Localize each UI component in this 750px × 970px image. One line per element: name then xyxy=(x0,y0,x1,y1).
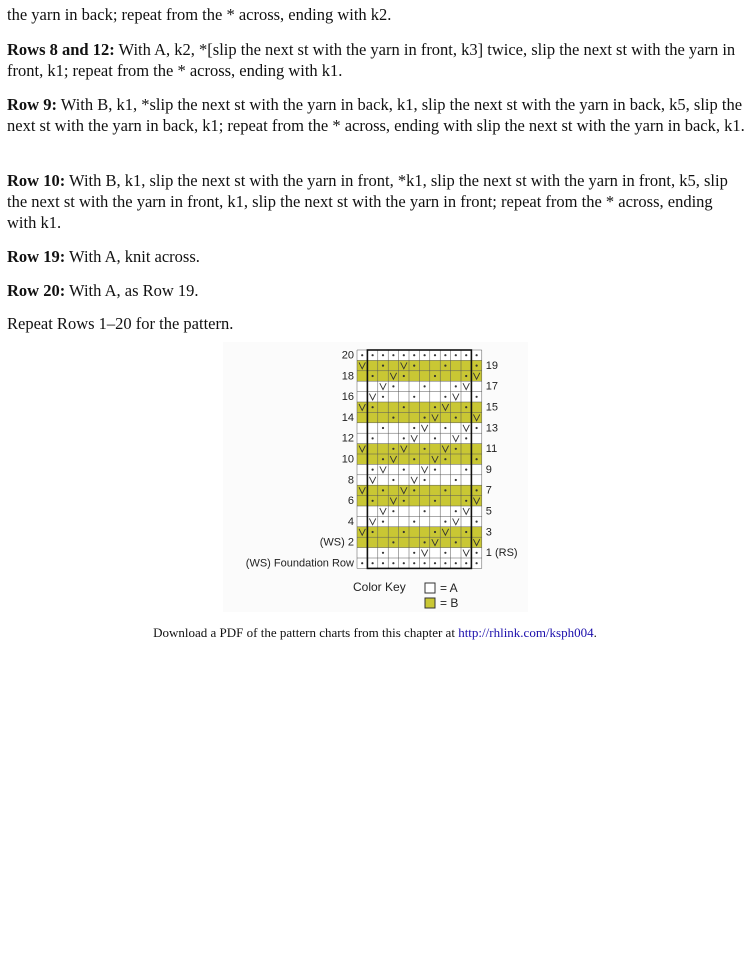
chart-cell xyxy=(461,475,471,485)
chart-cell xyxy=(471,433,481,443)
chart-cell xyxy=(388,423,398,433)
purl-dot xyxy=(455,479,457,481)
purl-dot xyxy=(444,354,446,356)
purl-dot xyxy=(434,406,436,408)
chart-cell xyxy=(440,464,450,474)
chart-cell xyxy=(378,444,388,454)
purl-dot xyxy=(403,562,405,564)
chart-cell xyxy=(357,371,367,381)
chart-cell xyxy=(378,402,388,412)
chart-cell xyxy=(388,516,398,526)
chart-cell xyxy=(430,444,440,454)
chart-cell xyxy=(357,475,367,485)
chart-cell xyxy=(367,360,377,370)
purl-dot xyxy=(372,500,374,502)
purl-dot xyxy=(455,385,457,387)
chart-cell xyxy=(409,412,419,422)
download-link[interactable]: http://rhlink.com/ksph004 xyxy=(458,625,594,640)
purl-dot xyxy=(392,510,394,512)
chart-cell xyxy=(409,527,419,537)
chart-cell xyxy=(357,381,367,391)
purl-dot xyxy=(372,375,374,377)
chart-cell xyxy=(419,485,429,495)
chart-cell xyxy=(367,548,377,558)
purl-dot xyxy=(424,448,426,450)
chart-cell xyxy=(357,464,367,474)
purl-dot xyxy=(476,489,478,491)
chart-cell xyxy=(388,464,398,474)
chart-cell xyxy=(357,423,367,433)
chart-cell xyxy=(367,454,377,464)
purl-dot xyxy=(372,562,374,564)
purl-dot xyxy=(434,375,436,377)
chart-cell xyxy=(367,412,377,422)
row-label-left: 10 xyxy=(341,453,354,466)
purl-dot xyxy=(392,448,394,450)
color-key xyxy=(353,580,458,610)
purl-dot xyxy=(403,531,405,533)
chart-cell xyxy=(378,475,388,485)
purl-dot xyxy=(476,427,478,429)
purl-dot xyxy=(444,552,446,554)
chart-cell xyxy=(357,537,367,547)
purl-dot xyxy=(465,562,467,564)
row-label-right: 3 xyxy=(485,526,492,539)
paragraph-text: Repeat Rows 1–20 for the pattern. xyxy=(7,314,234,333)
chart-cell xyxy=(471,464,481,474)
chart-cell xyxy=(440,371,450,381)
chart-cell xyxy=(430,506,440,516)
row-label-right: 5 xyxy=(485,505,492,518)
purl-dot xyxy=(444,365,446,367)
color-key-label-a: = A xyxy=(440,581,458,595)
purl-dot xyxy=(413,552,415,554)
chart-cell xyxy=(388,433,398,443)
purl-dot xyxy=(455,417,457,419)
chart-cell xyxy=(419,454,429,464)
row-label-left: 14 xyxy=(341,411,354,424)
chart-cell xyxy=(409,402,419,412)
purl-dot xyxy=(465,354,467,356)
chart-cell xyxy=(367,506,377,516)
paragraph-lead: Row 20: xyxy=(7,281,66,300)
chart-cell xyxy=(357,392,367,402)
purl-dot xyxy=(382,365,384,367)
chart-cell xyxy=(451,402,461,412)
chart-cell xyxy=(461,516,471,526)
purl-dot xyxy=(372,406,374,408)
paragraph-lead: Row 10: xyxy=(7,171,66,190)
row-label-right: 1 (RS) xyxy=(485,547,518,560)
purl-dot xyxy=(465,437,467,439)
chart-cell xyxy=(419,433,429,443)
chart-cell xyxy=(440,381,450,391)
paragraph-lead: Rows 8 and 12: xyxy=(7,40,115,59)
chart-cell xyxy=(451,464,461,474)
purl-dot xyxy=(424,541,426,543)
purl-dot xyxy=(392,479,394,481)
purl-dot xyxy=(403,437,405,439)
row-label-left: 18 xyxy=(341,370,354,383)
row-label-left: 16 xyxy=(341,391,354,404)
paragraph-lead: Row 19: xyxy=(7,247,66,266)
chart-cell xyxy=(430,381,440,391)
purl-dot xyxy=(444,427,446,429)
purl-dot xyxy=(424,479,426,481)
paragraph-rows-8-12 xyxy=(7,39,745,81)
purl-dot xyxy=(455,541,457,543)
chart-cell xyxy=(419,516,429,526)
purl-dot xyxy=(382,354,384,356)
chart-cell xyxy=(419,360,429,370)
chart-cell xyxy=(367,444,377,454)
chart-cell xyxy=(388,360,398,370)
chart-cell xyxy=(399,423,409,433)
chart-cell xyxy=(388,402,398,412)
paragraph-text: With A, as Row 19. xyxy=(65,281,199,300)
row-label-left: 8 xyxy=(347,474,354,487)
chart-cell xyxy=(461,485,471,495)
chart-cell xyxy=(388,527,398,537)
purl-dot xyxy=(465,531,467,533)
purl-dot xyxy=(444,458,446,460)
chart-cell xyxy=(451,423,461,433)
chart-cell xyxy=(419,392,429,402)
knitting-chart-figure xyxy=(223,342,528,612)
purl-dot xyxy=(392,541,394,543)
chart-cell xyxy=(430,423,440,433)
purl-dot xyxy=(434,531,436,533)
chart-cell xyxy=(461,454,471,464)
purl-dot xyxy=(434,469,436,471)
chart-cell xyxy=(471,444,481,454)
purl-dot xyxy=(424,417,426,419)
paragraph-text: the yarn in back; repeat from the * across, ending with k2. xyxy=(7,5,392,24)
purl-dot xyxy=(413,396,415,398)
caption-text: Download a PDF of the pattern charts from this chapter at xyxy=(153,625,459,640)
purl-dot xyxy=(455,448,457,450)
purl-dot xyxy=(465,406,467,408)
chart-cell xyxy=(451,527,461,537)
chart-cell xyxy=(357,496,367,506)
download-caption xyxy=(0,625,750,641)
color-key-label-b: = B xyxy=(440,596,459,610)
purl-dot xyxy=(403,469,405,471)
row-label-right: 17 xyxy=(485,380,499,393)
chart-cell xyxy=(440,433,450,443)
purl-dot xyxy=(424,510,426,512)
chart-cell xyxy=(399,412,409,422)
chart-cell xyxy=(430,548,440,558)
chart-cell xyxy=(430,475,440,485)
chart-cell xyxy=(430,516,440,526)
purl-dot xyxy=(434,562,436,564)
purl-dot xyxy=(382,552,384,554)
purl-dot xyxy=(392,562,394,564)
purl-dot xyxy=(444,489,446,491)
chart-cell xyxy=(388,392,398,402)
chart-cell xyxy=(471,506,481,516)
color-key-swatch-a xyxy=(425,583,435,593)
chart-cell xyxy=(419,527,429,537)
paragraph-text: With A, k2, *[slip the next st with the yarn in front, k3] twice, slip the next st with the yarn in front, k1; repeat from the * across, ending with k1. xyxy=(7,40,736,80)
purl-dot xyxy=(372,531,374,533)
purl-dot xyxy=(361,562,363,564)
purl-dot xyxy=(424,562,426,564)
purl-dot xyxy=(382,489,384,491)
row-label-left: (WS) Foundation Row xyxy=(245,557,354,570)
row-label-left: (WS) 2 xyxy=(319,536,354,549)
paragraph-continuation xyxy=(7,4,745,25)
purl-dot xyxy=(476,552,478,554)
purl-dot xyxy=(413,562,415,564)
chart-cell xyxy=(451,485,461,495)
chart-cell xyxy=(399,548,409,558)
row-label-right: 7 xyxy=(485,484,492,497)
purl-dot xyxy=(434,500,436,502)
purl-dot xyxy=(413,489,415,491)
chart-cell xyxy=(440,506,450,516)
chart-cell xyxy=(399,381,409,391)
chart-cell xyxy=(409,371,419,381)
purl-dot xyxy=(455,562,457,564)
chart-cell xyxy=(419,371,429,381)
chart-cell xyxy=(451,496,461,506)
chart-cell xyxy=(461,412,471,422)
chart-cell xyxy=(378,371,388,381)
chart-cell xyxy=(451,371,461,381)
purl-dot xyxy=(382,396,384,398)
chart-cell xyxy=(367,485,377,495)
purl-dot xyxy=(403,500,405,502)
purl-dot xyxy=(444,562,446,564)
chart-cell xyxy=(409,496,419,506)
purl-dot xyxy=(382,458,384,460)
purl-dot xyxy=(413,365,415,367)
chart-cell xyxy=(378,527,388,537)
purl-dot xyxy=(476,396,478,398)
purl-dot xyxy=(361,354,363,356)
purl-dot xyxy=(476,521,478,523)
paragraph-text: With A, knit across. xyxy=(65,247,200,266)
chart-cell xyxy=(357,454,367,464)
paragraph-row-20 xyxy=(7,280,745,301)
purl-dot xyxy=(455,354,457,356)
purl-dot xyxy=(444,521,446,523)
row-label-left: 6 xyxy=(347,495,354,508)
chart-cell xyxy=(399,475,409,485)
row-label-right: 11 xyxy=(485,443,498,456)
chart-cell xyxy=(451,454,461,464)
chart-cell xyxy=(357,516,367,526)
purl-dot xyxy=(476,354,478,356)
chart-cell xyxy=(409,464,419,474)
chart-cell xyxy=(461,537,471,547)
chart-cell xyxy=(367,381,377,391)
paragraph-repeat xyxy=(7,313,745,334)
chart-cell xyxy=(367,537,377,547)
purl-dot xyxy=(455,510,457,512)
row-label-left: 20 xyxy=(341,349,354,362)
purl-dot xyxy=(424,354,426,356)
purl-dot xyxy=(382,562,384,564)
chart-cell xyxy=(471,527,481,537)
purl-dot xyxy=(372,437,374,439)
purl-dot xyxy=(465,375,467,377)
row-label-right: 15 xyxy=(485,401,499,414)
chart-cell xyxy=(388,485,398,495)
paragraph-row-19 xyxy=(7,246,745,267)
chart-cell xyxy=(471,475,481,485)
purl-dot xyxy=(465,500,467,502)
purl-dot xyxy=(434,437,436,439)
chart-cell xyxy=(399,392,409,402)
paragraph-lead: Row 9: xyxy=(7,95,57,114)
chart-cell xyxy=(357,412,367,422)
chart-cell xyxy=(461,392,471,402)
purl-dot xyxy=(413,458,415,460)
chart-cell xyxy=(419,496,429,506)
purl-dot xyxy=(476,365,478,367)
chart-cell xyxy=(399,537,409,547)
chart-cell xyxy=(409,444,419,454)
purl-dot xyxy=(392,385,394,387)
paragraph-text: With B, k1, *slip the next st with the yarn in back, k1, slip the next st with the yarn in back, k5, slip the next st with the yarn in back, k1; repeat from the * across, ending with slip the next st with the yarn in back, k1. xyxy=(7,95,745,135)
purl-dot xyxy=(382,427,384,429)
purl-dot xyxy=(403,354,405,356)
purl-dot xyxy=(413,521,415,523)
purl-dot xyxy=(424,385,426,387)
purl-dot xyxy=(413,427,415,429)
purl-dot xyxy=(372,469,374,471)
row-label-left: 12 xyxy=(341,432,354,445)
chart-cell xyxy=(388,548,398,558)
row-label-right: 9 xyxy=(485,463,492,476)
color-key-title: Color Key xyxy=(353,580,406,594)
paragraph-row-10 xyxy=(7,170,745,233)
purl-dot xyxy=(444,396,446,398)
chart-cell xyxy=(409,381,419,391)
chart-cell xyxy=(471,381,481,391)
chart-cell xyxy=(367,423,377,433)
chart-cell xyxy=(378,412,388,422)
purl-dot xyxy=(476,562,478,564)
chart-cell xyxy=(378,433,388,443)
chart-cell xyxy=(409,537,419,547)
purl-dot xyxy=(403,406,405,408)
chart-cell xyxy=(430,485,440,495)
purl-dot xyxy=(392,354,394,356)
chart-cell xyxy=(451,548,461,558)
purl-dot xyxy=(476,458,478,460)
purl-dot xyxy=(403,375,405,377)
purl-dot xyxy=(382,521,384,523)
chart-cell xyxy=(430,392,440,402)
row-label-right: 19 xyxy=(485,359,499,372)
chart-cell xyxy=(440,496,450,506)
chart-cell xyxy=(440,412,450,422)
row-label-left: 4 xyxy=(347,515,354,528)
purl-dot xyxy=(392,417,394,419)
paragraph-row-9 xyxy=(7,94,745,136)
purl-dot xyxy=(434,354,436,356)
chart-cell xyxy=(378,496,388,506)
chart-cell xyxy=(399,516,409,526)
chart-cell xyxy=(461,444,471,454)
caption-end: . xyxy=(593,625,597,640)
chart-cell xyxy=(440,537,450,547)
row-label-right: 13 xyxy=(485,422,499,435)
chart-cell xyxy=(419,402,429,412)
purl-dot xyxy=(413,354,415,356)
chart-cell xyxy=(430,360,440,370)
chart-cell xyxy=(399,454,409,464)
chart-cell xyxy=(451,360,461,370)
chart-cell xyxy=(471,402,481,412)
chart-cell xyxy=(357,433,367,443)
chart-cell xyxy=(357,548,367,558)
chart-cell xyxy=(357,506,367,516)
chart-cell xyxy=(440,475,450,485)
chart-cell xyxy=(409,506,419,516)
chart-cell xyxy=(399,506,409,516)
purl-dot xyxy=(372,354,374,356)
chart-cell xyxy=(378,537,388,547)
knitting-chart xyxy=(223,342,528,612)
purl-dot xyxy=(465,469,467,471)
color-key-swatch-b xyxy=(425,598,435,608)
paragraph-text: With B, k1, slip the next st with the yarn in front, *k1, slip the next st with the yarn in front, k5, slip the next st with the yarn in front, k1, slip the next st with the yarn in front; repeat from the * across, ending with k1. xyxy=(7,171,728,232)
chart-cell xyxy=(461,360,471,370)
